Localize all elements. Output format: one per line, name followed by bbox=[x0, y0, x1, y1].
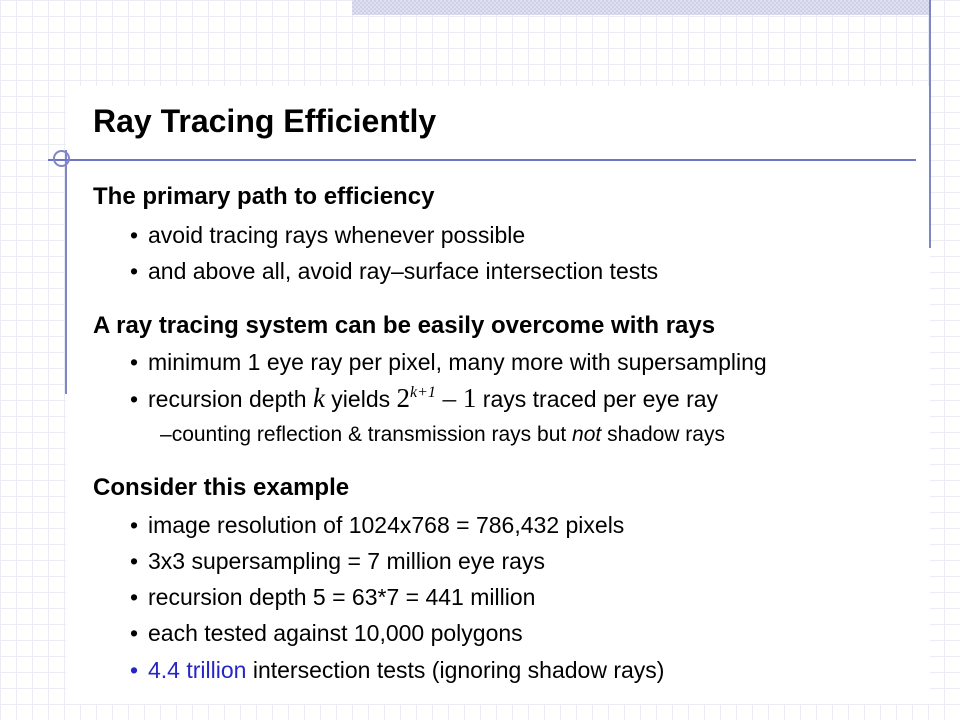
bullet-icon: • bbox=[130, 548, 139, 574]
bullet-text: recursion depth 5 = 63*7 = 441 million bbox=[148, 584, 536, 610]
bullet-icon: • bbox=[130, 512, 139, 538]
bullet-item bbox=[130, 511, 624, 539]
sub-bullet-text: shadow rays bbox=[601, 423, 725, 446]
math-variable-k: k bbox=[312, 383, 325, 413]
slide-title: Ray Tracing Efficiently bbox=[93, 103, 437, 139]
bullet-icon: • bbox=[130, 349, 139, 375]
bullet-text: and above all, avoid ray–surface intersection tests bbox=[148, 258, 659, 284]
highlight-text: 4.4 trillion bbox=[148, 657, 247, 683]
bullet-text: rays traced per eye ray bbox=[476, 386, 719, 412]
bullet-text: intersection tests (ignoring shadow rays) bbox=[246, 657, 665, 683]
math-minus-one: – 1 bbox=[435, 383, 477, 413]
bullet-text: each tested against 10,000 polygons bbox=[148, 620, 523, 646]
bullet-item bbox=[130, 257, 658, 285]
bullet-icon: • bbox=[130, 222, 139, 248]
bullet-item bbox=[130, 583, 535, 611]
bullet-text: avoid tracing rays whenever possible bbox=[148, 222, 526, 248]
sub-bullet-emphasis: not bbox=[572, 423, 602, 446]
bullet-icon: • bbox=[130, 258, 139, 284]
sub-bullet-dash: – bbox=[160, 423, 172, 446]
bullet-icon: • bbox=[130, 620, 139, 646]
left-vertical-rule bbox=[65, 150, 67, 394]
bullet-text: minimum 1 eye ray per pixel, many more with supersampling bbox=[148, 349, 767, 375]
section-heading-overcome: A ray tracing system can be easily overcome with rays bbox=[93, 312, 716, 339]
rule-circle-ornament bbox=[53, 150, 70, 167]
bullet-icon: • bbox=[130, 584, 139, 610]
math-power-base: 2 bbox=[396, 383, 411, 413]
bullet-text: yields bbox=[324, 386, 397, 412]
top-decorative-band bbox=[352, 0, 930, 15]
bullet-text: 3x3 supersampling = 7 million eye rays bbox=[148, 548, 545, 574]
sub-bullet-text: counting reflection & transmission rays but bbox=[171, 423, 573, 446]
section-heading-efficiency: The primary path to efficiency bbox=[93, 183, 435, 210]
bullet-icon: • bbox=[130, 386, 139, 412]
bullet-text: image resolution of 1024x768 = 786,432 pixels bbox=[148, 512, 625, 538]
bullet-icon: • bbox=[130, 657, 139, 683]
bullet-item-highlighted bbox=[130, 656, 664, 684]
bullet-item bbox=[130, 348, 767, 376]
section-heading-example: Consider this example bbox=[93, 474, 350, 501]
sub-bullet-item bbox=[160, 422, 725, 448]
bullet-item bbox=[130, 221, 525, 249]
right-vertical-rule bbox=[929, 0, 931, 248]
bullet-item bbox=[130, 547, 545, 575]
title-underline-rule bbox=[48, 159, 916, 161]
bullet-item bbox=[130, 619, 523, 647]
math-exponent: k+1 bbox=[410, 384, 436, 401]
bullet-text: recursion depth bbox=[148, 386, 313, 412]
bullet-item-recursion-formula bbox=[130, 384, 718, 413]
